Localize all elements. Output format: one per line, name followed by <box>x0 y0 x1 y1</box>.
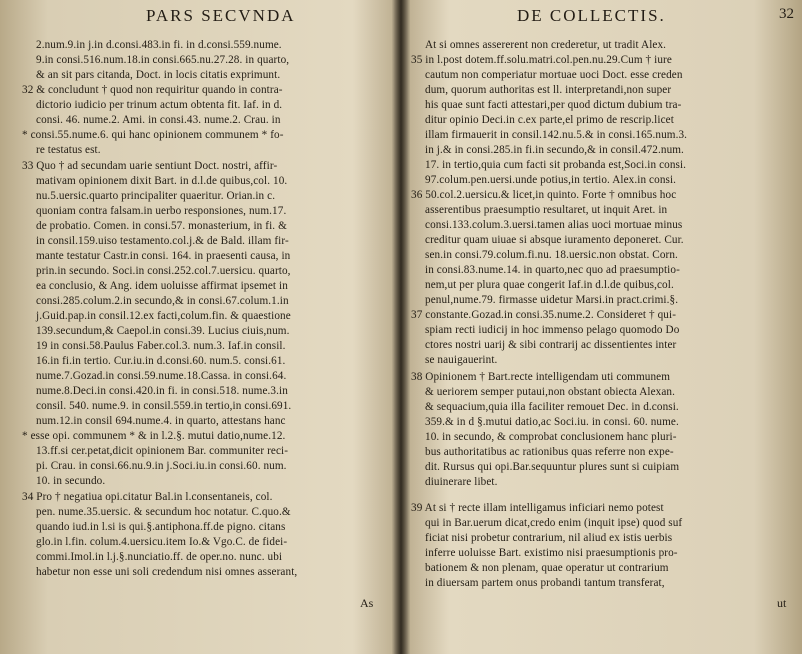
text-line: 10. in secundo. <box>36 475 106 487</box>
text-line: diuinerare libet. <box>425 476 498 488</box>
text-line: 36 50.col.2.uersicu.& licet,in quinto. Forte † omnibus hoc <box>411 189 677 201</box>
text-line: 34 Pro † negatiua opi.citatur Bal.in l.consentaneis, col. <box>22 491 273 503</box>
text-line: habetur non esse uni soli credendum nisi omnes asserant, <box>36 566 298 578</box>
text-line: 17. in tertio,quia cum facti sit probanda est,Soci.in consi. <box>425 159 687 171</box>
text-line: se nauigauerint. <box>425 354 498 366</box>
text-line: in consil.159.uiso testamento.col.j.& de Bald. illam fir- <box>36 235 289 247</box>
text-line: sen.in consi.79.colum.fi.nu. 18.uersic.non obstat. Corn. <box>425 249 678 261</box>
text-line: ficiat nisi probetur contrarium, nil aliud ex istis uerbis <box>425 532 673 544</box>
text-line: creditur quam uiuae si absque iuramento deponeret. Cur. <box>425 234 684 246</box>
text-line: 16.in fi.in tertio. Cur.iu.in d.consi.60. num.5. consi.61. <box>36 355 286 367</box>
text-line: illam firmauerit in consil.142.nu.5.& in consi.165.num.3. <box>425 129 688 141</box>
text-line: nu.5.uersic.quarto principaliter quaeritur. Orian.in c. <box>36 190 276 202</box>
text-line: consi.133.colum.3.uersi.tamen alias uoci mortuae minus <box>425 219 683 231</box>
text-line: in consi.83.nume.14. in quarto,nec quo ad praesumptio- <box>425 264 680 276</box>
text-line: cautum non comperiatur mortuae uoci Doct. esse creden <box>425 69 683 81</box>
text-line: spiam recti iudicij in hoc immenso pelago quomodo Do <box>425 324 680 336</box>
text-line: & sequacium,quia illa faciliter remouet Dec. in d.consi. <box>425 401 679 413</box>
text-line: j.Guid.pap.in consil.12.ex facti,colum.fin. & quaestione <box>36 310 291 322</box>
text-line: 33 Quo † ad secundam uarie sentiunt Doct. nostri, affir- <box>22 160 278 172</box>
text-line: nume.8.Deci.in consi.420.in fi. in consi.518. nume.3.in <box>36 385 288 397</box>
right-page <box>407 0 802 654</box>
text-line: mativam opinionem dixit Bart. in d.l.de quibus,col. 10. <box>36 175 288 187</box>
text-line: * consi.55.nume.6. qui hanc opinionem communem * fo- <box>22 129 284 141</box>
text-line: inferre uoluisse Bart. existimo nisi praesumptionis pro- <box>425 547 678 559</box>
right-catchword: ut <box>777 596 787 610</box>
text-line: mante testatur Castr.in consi. 164. in praesenti causa, in <box>36 250 291 262</box>
text-line: 2.num.9.in j.in d.consi.483.in fi. in d.consi.559.nume. <box>36 39 282 51</box>
left-catchword: As <box>360 596 374 610</box>
text-line: quando iud.in l.si is qui.§.antiphona.ff.de pigno. citans <box>36 521 286 533</box>
text-line: in j.& in consi.285.in fi.in secundo,& in consil.472.num. <box>425 144 684 156</box>
text-line: 39 At si † recte illam intelligamus inficiari nemo potest <box>411 502 664 514</box>
folio-number: 32 <box>779 6 794 22</box>
text-line: 97.colum.pen.uersi.unde potius,in tertio. Alex.in consi. <box>425 174 677 186</box>
text-line: consil. 540. nume.9. in consil.559.in tertio,in consi.691. <box>36 400 292 412</box>
text-line: glo.in l.fin. colum.4.uersicu.item Io.& Vgo.C. de fidei- <box>36 536 288 548</box>
text-line: 19 in consi.58.Paulus Faber.col.3. num.3. Iaf.in consil. <box>36 340 286 352</box>
text-line: & an sit pars citanda, Doct. in locis citatis exprimunt. <box>36 69 281 81</box>
book-gutter <box>392 0 410 654</box>
text-line: prin.in secundo. Soci.in consi.252.col.7.uersicu. quarto, <box>36 265 291 277</box>
text-line: bus authoritatibus ac rationibus quas referre non expe- <box>425 446 674 458</box>
right-running-head: DE COLLECTIS. <box>517 6 666 25</box>
text-line: commi.Imol.in l.j.§.nunciatio.ff. de oper.no. nunc. ubi <box>36 551 283 563</box>
text-line: 37 constante.Gozad.in consi.35.nume.2. Consideret † qui- <box>411 309 677 321</box>
text-line: 35 in l.post dotem.ff.solu.matri.col.pen.nu.29.Cum † iure <box>411 54 672 66</box>
text-line: consi.285.colum.2.in secundo,& in consi.67.colum.1.in <box>36 295 289 307</box>
text-line: dum, quorum authoritas est ll. interpretandi,non super <box>425 84 672 96</box>
text-line: nem,ut per plura quae congerit Iaf.in d.l.de quibus,col. <box>425 279 674 291</box>
text-line: quoniam contra falsam.in uerbo responsiones, num.17. <box>36 205 287 217</box>
text-line: At si omnes assererent non crederetur, ut tradit Alex. <box>425 39 667 51</box>
left-page <box>0 0 395 654</box>
text-line: 10. in secundo, & comprobat conclusionem hanc pluri- <box>425 431 677 443</box>
text-line: de probatio. Comen. in consi.57. monasterium, in fi. & <box>36 220 287 232</box>
text-line: consi. 46. nume.2. Ami. in consi.43. nume.2. Crau. in <box>36 114 281 126</box>
text-line: * esse opi. communem * & in l.2.§. mutui datio,nume.12. <box>22 430 286 442</box>
text-line: ea conclusio, & Ang. idem uoluisse affirmat ipsemet in <box>36 280 288 292</box>
text-line: ditur opinio Deci.in c.ex parte,el primo de rescrip.licet <box>425 114 674 126</box>
text-line: dictorio iudicio per trinum actum obtenta fit. Iaf. in d. <box>36 99 283 111</box>
text-line: asserentibus praesumptio resultaret, ut inquit Aret. in <box>425 204 668 216</box>
text-line: 359.& in d §.mutui datio,ac Soci.iu. in consi. 60. nume. <box>425 416 679 428</box>
text-line: 139.secundum,& Caepol.in consi.39. Lucius ciuis,num. <box>36 325 290 337</box>
text-line: pen. nume.35.uersic. & secundum hoc notatur. C.quo.& <box>36 506 291 518</box>
text-line: 9.in consi.516.num.18.in consi.665.nu.27.28. in quarto, <box>36 54 290 66</box>
text-line: 32 & concludunt † quod non requiritur quando in contra- <box>22 84 283 96</box>
text-line: in diuersam partem onus probandi tantum transferat, <box>425 577 665 589</box>
text-line: ctores nostri uarij & sibi contrarij ac dissentientes inter <box>425 339 677 351</box>
text-line: his quae sunt facti attestari,per quod dictum dubium tra- <box>425 99 682 111</box>
text-line: qui in Bar.uerum dicat,credo enim (inquit ipse) quod suf <box>425 517 683 529</box>
text-line: & ueriorem semper putaui,non obstant obiecta Alexan. <box>425 386 676 398</box>
text-line: bationem & non plenam, quae operatur ut contrarium <box>425 562 669 574</box>
text-line: re testatus est. <box>36 144 101 156</box>
text-line: dit. Rursus qui opi.Bar.sequuntur plures sunt si cuipiam <box>425 461 680 473</box>
text-line: nume.7.Gozad.in consi.59.nume.18.Cassa. in consi.64. <box>36 370 287 382</box>
text-line: pi. Crau. in consi.66.nu.9.in j.Soci.iu.in consi.60. num. <box>36 460 287 472</box>
text-line: num.12.in consil 694.nume.4. in quarto, attestans hanc <box>36 415 286 427</box>
text-line: penul,nume.79. firmasse uidetur Marsi.in pract.crimi.§. <box>425 294 679 306</box>
text-line: 38 Opinionem † Bart.recte intelligendam uti communem <box>411 371 671 383</box>
left-running-head: PARS SECVNDA <box>146 6 296 25</box>
text-line: 13.ff.si cer.petat,dicit opinionem Bar. communiter reci- <box>36 445 289 457</box>
